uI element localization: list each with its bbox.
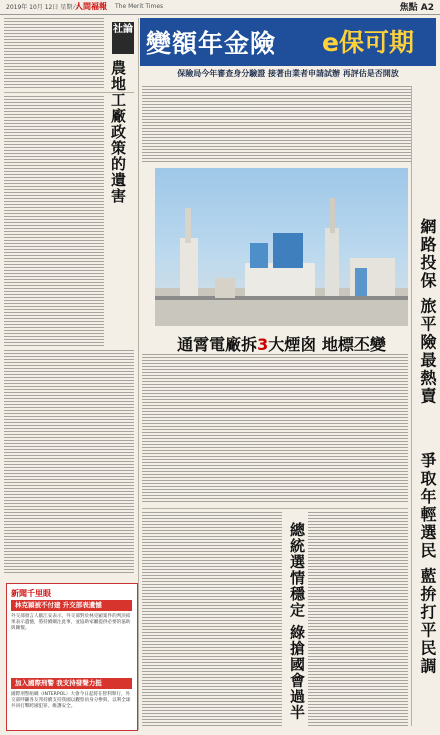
photo-headline-number: 3 (257, 335, 269, 354)
banner-subhead: 保險局今年審查身分驗證 接著由業者申請試辦 再評估是否開放 (177, 69, 399, 78)
divider (142, 508, 408, 509)
photo-headline (155, 332, 408, 355)
headline-travel-insurance: 網路投保 旅平險最熱賣 (418, 218, 437, 406)
editorial-headline: 農地工廠政策的遺害 (109, 60, 127, 204)
page-header (0, 0, 440, 15)
news-brief-item1-headline: 林克穎被不付建 升交部表遺憾 (11, 600, 132, 611)
power-plant-story-body (142, 354, 408, 504)
newspaper-logo: 人間福報 (75, 1, 107, 11)
column-divider (138, 18, 139, 730)
banner-title-accent: e保可期 (322, 28, 414, 57)
election-story-body-left (142, 512, 282, 727)
news-brief-item2-headline: 加入國際刑警 我支持發聲力挺 (11, 678, 132, 689)
headline-election: 總統選情穩定 綠搶國會過半 (288, 522, 306, 721)
editorial-body-lower (4, 350, 134, 575)
election-story-body-right (308, 512, 408, 727)
main-banner (140, 18, 436, 66)
photo-headline-post: 大煙囪 地標丕變 (268, 335, 386, 354)
newspaper-logo-en: The Merit Times (115, 3, 164, 10)
photo-headline-pre: 通霄電廠拆 (177, 335, 258, 354)
news-brief-item1-body: 外交部發言人歐江安表示，外交部對於林克穎案件的判決結果表示遺憾，將持續關注此事，並協助家屬提供必要的協助與關懷。 (11, 614, 131, 632)
main-story-body (142, 86, 412, 164)
editorial-body-top (4, 18, 104, 88)
section-label: 焦點 A2 (399, 3, 434, 13)
news-brief-box (6, 583, 138, 731)
news-brief-title: 新聞千里眼 (11, 589, 51, 598)
power-plant-photo (155, 168, 408, 326)
power-plant-illustration (155, 168, 408, 326)
headline-young-voters: 爭取年輕選民 藍拚打平民調 (418, 452, 437, 676)
news-brief-item2-body: 國際刑警組織（INTERPOL）大會今日起將在智利舉行，外交部呼籲各友邦持續支持我國以觀察員身分參與，以利全球共同打擊跨國犯罪，維護安全。 (11, 692, 131, 710)
banner-title: 變額年金險 (146, 29, 277, 58)
editorial-body (4, 96, 104, 346)
column-divider-right (411, 86, 412, 726)
issue-date: 2019年 10月 12日 星期六 (6, 4, 79, 11)
editorial-tag: 社論 (112, 22, 134, 54)
